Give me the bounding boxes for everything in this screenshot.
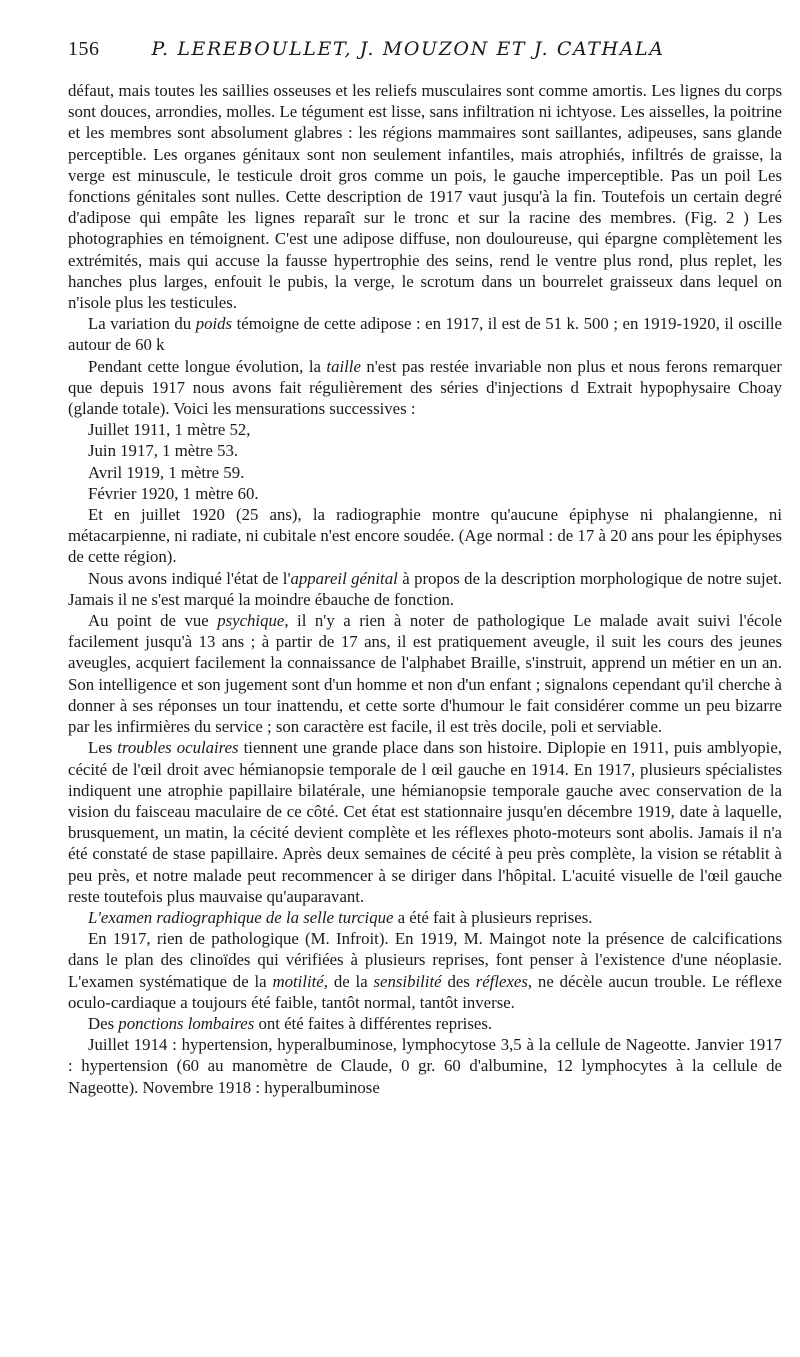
text-run: Pendant cette longue évolution, la <box>88 356 327 376</box>
text-run: , de la <box>323 971 374 991</box>
running-title: P. LEREBOULLET, J. MOUZON ET J. CATHALA <box>151 38 665 60</box>
paragraph <box>68 356 782 420</box>
text-run: Les <box>88 738 118 758</box>
text-run: Juin 1917, 1 mètre 53. <box>88 441 239 461</box>
text-run: a été fait à plusieurs reprises. <box>393 907 593 927</box>
paragraph <box>68 1013 782 1034</box>
italic-text: troubles oculaires <box>117 738 239 758</box>
text-run: Et en juillet 1920 (25 ans), la radiographie montre qu'aucune épiphyse ni phalangienne, ni métacarpienne, ni radiate, ni cubitale n'est encore soudée. (Age normal : de 17 à 20 ans pour les épiphyses de cette région). <box>68 505 782 567</box>
page-number: 156 <box>68 38 100 60</box>
text-run: Avril 1919, 1 mètre 59. <box>88 462 245 482</box>
body-text <box>68 80 782 1098</box>
italic-text: taille <box>326 356 361 376</box>
text-run: , ne décèle aucun trouble. Le réflexe oculo-cardiaque a toujours été faible, tantôt normal, tantôt inverse. <box>68 971 783 1012</box>
text-run: défaut, mais toutes les saillies osseuses et les reliefs musculaires sont comme amortis. Les lignes du corps sont douces, arrondies, molles. Le tégument est lisse, sans infiltration ni ichtyose. Les aisselles, la poitrine et les membres sont absolument glabres : les régions mammaires sont saillantes, adipeuses, sans glande perceptible. Les organes génitaux sont non seulement infantiles, mais atrophiés, infiltrés de graisse, la verge est minuscule, le testicule droit gros comme un pois, le gauche imperceptible. Pas un poil Les fonctions génitales sont nulles. Cette description de 1917 vaut jusqu'à la fin. Toutefois un certain degré d'adipose qui empâte les lignes reparaît sur le tronc et sur la racine des membres. (Fig. 2 ) Les photographies en témoignent. C'est une adipose diffuse, non douloureuse, qui épargne complètement les extrémités, mais qui accuse la fausse hypertrophie des seins, rend le ventre plus rond, plus replet, les hanches plus larges, enfouit le pubis, la verge, le scrotum dans un bourrelet graisseux dans lequel on n'isole plus les testicules. <box>68 81 782 313</box>
text-run: Juillet 1914 : hypertension, hyperalbuminose, lymphocytose 3,5 à la cellule de Nageotte. Janvier 1917 : hypertension (60 au manomètre de Claude, 0 gr. 60 d'albumine, 12 lymphocytes à la cellule de Nageotte). Novembre 1918 : hyperalbuminose <box>68 1035 782 1097</box>
text-run: Nous avons indiqué l'état de l' <box>88 568 291 588</box>
italic-text: sensibilité <box>373 971 442 991</box>
text-run: En 1917, rien de pathologique (M. Infroit). En 1919, M. Maingot note la présence de calcifications dans le plan des clinoïdes qui vérifiées à plusieurs reprises, font penser à l'existence d'une néoplasie. L'examen systématique de la <box>68 929 782 991</box>
paragraph <box>68 313 782 355</box>
italic-text: poids <box>195 314 233 334</box>
list-item <box>68 419 782 440</box>
italic-text: psychique <box>217 611 285 631</box>
text-run: n'est pas restée invariable non plus et nous ferons remarquer que depuis 1917 nous avons fait régulièrement des séries d'injections d Extrait hypophysaire Choay (glande totale). Voici les mensurations successives : <box>68 356 782 419</box>
paragraph <box>68 610 782 737</box>
text-run: Février 1920, 1 mètre 60. <box>88 483 259 503</box>
text-run: tiennent une grande place dans son histoire. Diplopie en 1911, puis amblyopie, cécité de l'œil droit avec hémianopsie temporale de l œil gauche en 1914. En 1917, plusieurs spécialistes indiquent une atrophie papillaire bilatérale, une hémianopsie temporale gauche avec conservation de la vision du faisceau maculaire de ce côté. Cet état est stationnaire jusqu'en décembre 1919, date à laquelle, brusquement, un matin, la cécité devient complète et les réflexes photo-moteurs sont abolis. Jamais il n'a été constaté de stase papillaire. Après deux semaines de cécité à peu près complète, la vision se rétablit à peu près, et notre malade peut recommencer à se diriger dans l'hôpital. L'acuité visuelle de l'œil gauche reste toutefois plus mauvaise qu'auparavant. <box>68 738 782 906</box>
text-run: Des <box>88 1013 119 1033</box>
list-item <box>68 462 782 483</box>
paragraph <box>68 928 782 1013</box>
paragraph <box>68 907 782 928</box>
paragraph <box>68 80 782 313</box>
italic-text: réflexes <box>475 971 528 991</box>
text-run: La variation du <box>88 314 196 334</box>
paragraph <box>68 1034 782 1098</box>
italic-text: L'examen radiographique de la selle turcique <box>88 907 394 927</box>
italic-text: appareil génital <box>290 568 398 588</box>
italic-text: motilité <box>272 971 324 991</box>
list-item <box>68 440 782 461</box>
italic-text: ponctions lombaires <box>118 1013 255 1033</box>
text-run: à propos de la description morphologique de notre sujet. Jamais il ne s'est marqué la moindre ébauche de fonction. <box>68 568 782 609</box>
text-run: Au point de vue <box>88 611 218 631</box>
text-run: , il n'y a rien à noter de pathologique Le malade avait suivi l'école facilement jusqu'à 13 ans ; à partir de 17 ans, il est pratiquement aveugle, il suit les cours des jeunes aveugles, acquiert facilement la connaissance de l'alphabet Braille, s'instruit, apprend un métier en un an. Son intelligence et son jugement sont d'un homme et non d'un enfant ; signalons cependant qu'il cherche à donner à ses réponses un tour inattendu, et cette sorte d'humour le fait considérer comme un peu bizarre par les infirmières du service ; son caractère est facile, il est très docile, poli et serviable. <box>68 611 782 737</box>
paragraph <box>68 504 782 568</box>
text-run: ont été faites à différentes reprises. <box>254 1013 493 1033</box>
paragraph <box>68 568 782 610</box>
list-item <box>68 483 782 504</box>
text-run: Juillet 1911, 1 mètre 52, <box>88 420 251 440</box>
page-header <box>68 38 782 74</box>
paragraph <box>68 737 782 907</box>
text-run: témoigne de cette adipose : en 1917, il est de 51 k. 500 ; en 1919-1920, il oscille autour de 60 k <box>68 314 782 355</box>
text-run: des <box>441 971 476 991</box>
